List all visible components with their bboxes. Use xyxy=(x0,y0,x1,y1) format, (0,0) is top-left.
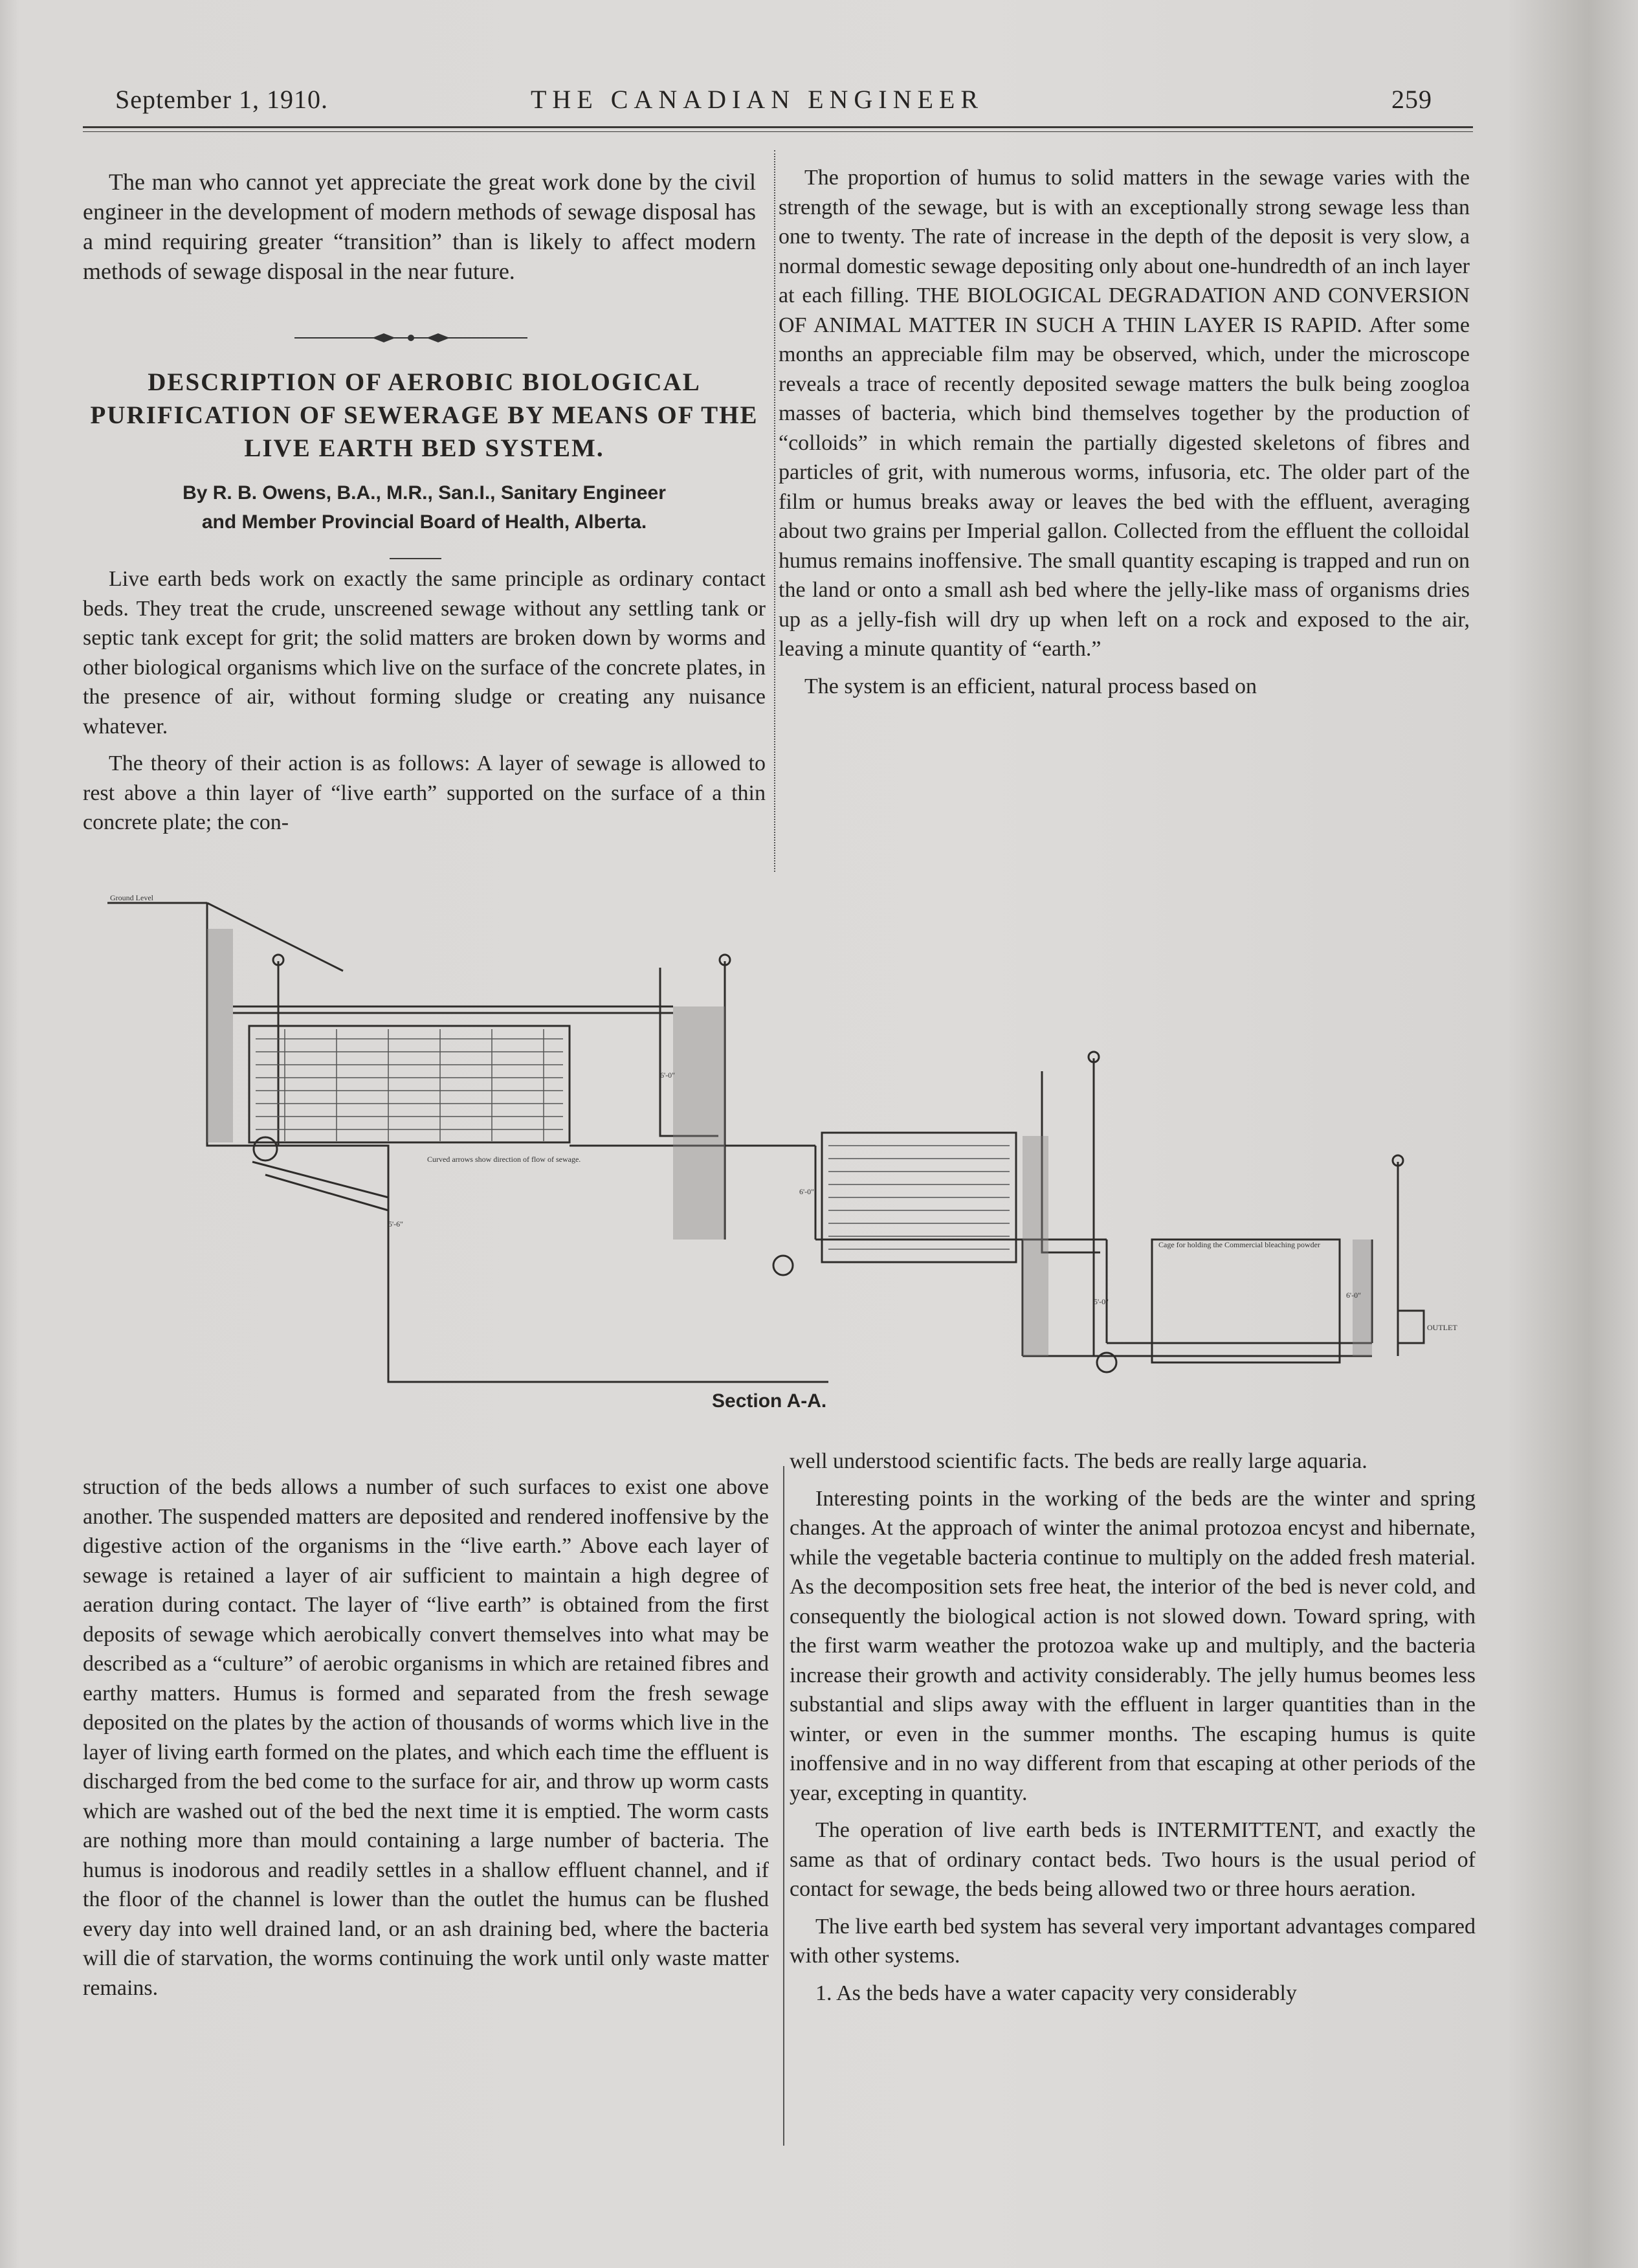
col2-paragraph-2: The system is an efficient, natural process based on xyxy=(804,674,1257,698)
byline-2: and Member Provincial Board of Health, Alberta. xyxy=(201,511,647,533)
dimension-label-b: 5'-6" xyxy=(388,1219,404,1228)
dimension-label-e: 6'-0" xyxy=(799,1187,815,1196)
dimension-label-c: 5'-0" xyxy=(1094,1297,1109,1306)
byline-rule xyxy=(390,558,441,559)
header-rule-top xyxy=(83,126,1473,128)
byline-1: By R. B. Owens, B.A., M.R., San.I., Sanitary Engineer xyxy=(183,482,666,504)
column-1 xyxy=(83,564,766,845)
column-4 xyxy=(790,1447,1476,2016)
column-3 xyxy=(83,1473,769,2010)
outlet-label: OUTLET xyxy=(1427,1323,1457,1332)
ornament-divider xyxy=(294,330,527,346)
intro-paragraph: The man who cannot yet appreciate the great work done by the civil engineer in the development of modern methods of sewage disposal has a mind requiring greater “transition” than is likely to affect modern methods of sewage disposal in the near future. xyxy=(83,169,756,284)
col1-paragraph-2: The theory of their action is as follows: A layer of sewage is allowed to rest above a thin layer of “live earth” supported on the surface of a thin concrete plate; the con- xyxy=(83,751,766,834)
col4-paragraph-1: well understood scientific facts. The beds are really large aquaria. xyxy=(790,1449,1367,1473)
intro-column xyxy=(83,167,756,294)
figure-caption: Section A-A. xyxy=(712,1390,827,1412)
column-divider-bottom xyxy=(783,1466,784,2146)
col1-paragraph-1: Live earth beds work on exactly the same principle as ordinary contact beds. They treat the crude, unscreened sewage without any settling tank or septic tank except for grit; the solid matters are broken down by worms and other biological organisms which live on the surface of the concrete plates, in the presence of air, without forming sludge or creating any nuisance whatever. xyxy=(83,567,766,739)
col4-paragraph-5: 1. As the beds have a water capacity very considerably xyxy=(815,1981,1297,2005)
journal-title: THE CANADIAN ENGINEER xyxy=(531,85,984,114)
col4-paragraph-3: The operation of live earth beds is INTERMITTENT, and exactly the same as that of ordinary contact beds. Two hours is the usual period of contact for sewage, the beds being allowed two or three hours aeration. xyxy=(790,1818,1476,1901)
dimension-label-a: 6'-0" xyxy=(660,1071,676,1080)
col4-paragraph-4: The live earth bed system has several very important advantages compared with other systems. xyxy=(790,1914,1476,1968)
cage-label: Cage for holding the Commercial bleaching powder xyxy=(1158,1240,1320,1249)
ground-level-label: Ground Level xyxy=(110,893,153,902)
col3-paragraph-1: struction of the beds allows a number of such surfaces to exist one above another. The suspended matters are deposited and rendered inoffensive by the digestive action of the organisms in the “live earth.” Above each layer of sewage is retained a layer of air sufficient to maintain a high degree of aeration during contact. The layer of “live earth” is obtained from the first deposits of sewage which aerobically convert themselves into what may be described as a “culture” of aerobic organisms in which are retained fibres and earthy matters. Humus is formed and separated from the fresh sewage deposited on the plates by the action of thousands of worms which live in the layer of living earth formed on the plates, and which each time the effluent is discharged from the bed come to the surface for air, and throw up worm casts which are washed out of the bed the next time it is emptied. The worm casts are nothing more than mould containing a large number of bacteria. The humus is inodorous and readily settles in a shallow effluent channel, and if the floor of the channel is lower than the outlet the humus can be flushed every day into well drained land, or an ash draining bed, where the bacteria will die of starvation, the worms continuing the work until only waste matter remains. xyxy=(83,1475,769,2000)
page-number: 259 xyxy=(1391,85,1432,114)
col4-paragraph-2: Interesting points in the working of the beds are the winter and spring changes. At the approach of winter the animal protozoa encyst and hibernate, while the vegetable bacteria continue to multiply on the added fresh material. As the decomposition sets free heat, the interior of the bed is never cold, and consequently the biological action is not slowed down. Toward spring, with the first warm weather the protozoa wake up and multiply, and the bacteria increase their growth and activity considerably. The jelly humus beomes less substantial and slips away with the effluent in larger quantities than in the winter, or even in the summer months. The escaping humus is quite inoffensive and in no way different from that escaping at other periods of the year, excepting in quantity. xyxy=(790,1486,1476,1805)
header-rule-bottom xyxy=(83,131,1473,132)
section-drawing xyxy=(104,890,1489,1395)
col2-paragraph-1: The proportion of humus to solid matters in the sewage varies with the strength of the sewage, but is with an exceptionally strong sewage less than one to twenty. The rate of increase in the depth of the deposit is very slow, a normal domestic sewage depositing only about one-hundredth of an inch layer at each filling. THE BIOLOGICAL DEGRADATION AND CONVERSION OF ANIMAL MATTER IN SUCH A THIN LAYER IS RAPID. After some months an appreciable film may be observed, which, under the microscope reveals a trace of recently deposited sewage matters the bulk being zoogloa masses of bacteria, which bind themselves together by the production of “colloids” in which remain the partially digested skeletons of fibres and particles of grit, with numerous worms, infusoria, etc. The older part of the film or humus breaks away or leaves the bed with the effluent, averaging about two grains per Imperial gallon. Collected from the effluent the colloidal humus remains inoffensive. The small quantity escaping is trapped and run on the land or onto a small ash bed where the jelly-like mass of organisms dries up as a jelly-fish will dry up when left on a rock and exposed to the air, leaving a minute quantity of “earth.” xyxy=(779,166,1470,661)
column-2 xyxy=(779,163,1470,709)
dimension-label-d: 6'-0" xyxy=(1346,1291,1362,1300)
column-divider-top xyxy=(774,150,775,872)
article-title: DESCRIPTION OF AEROBIC BIOLOGICAL PURIFICATION OF SEWERAGE BY MEANS OF THE LIVE EARTH BED SYSTEM. xyxy=(90,368,758,462)
curved-arrows-label: Curved arrows show direction of flow of sewage. xyxy=(427,1155,581,1164)
issue-date: September 1, 1910. xyxy=(115,85,329,114)
